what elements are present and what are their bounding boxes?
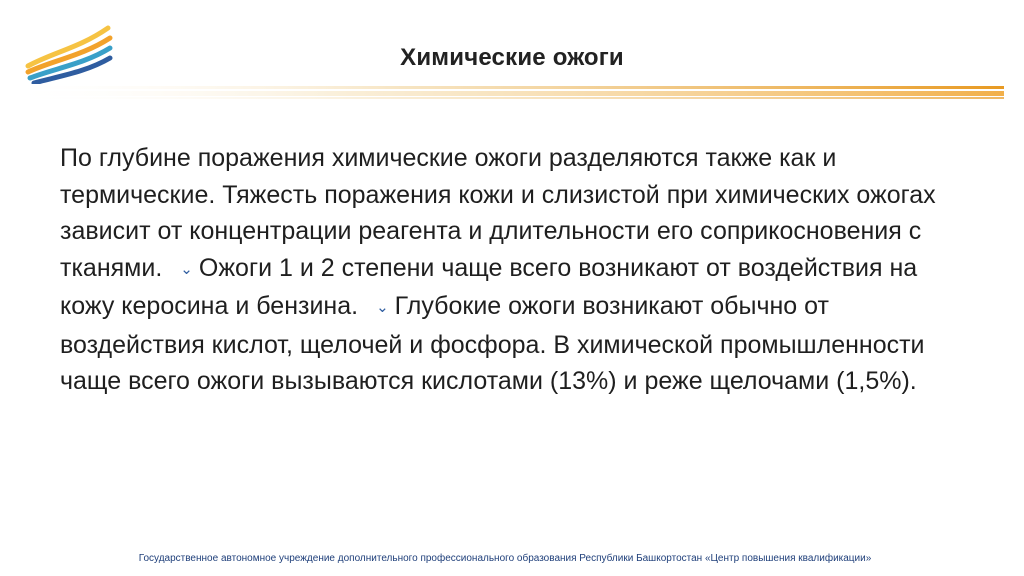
- check-bullet-icon: ⌄: [180, 260, 193, 278]
- footer-institution: Государственное автономное учреждение дополнительного профессионального образования Республики Башкортостан «Центр повышения квалификации»: [138, 553, 872, 564]
- paragraph-intro: По глубине поражения химические ожоги разделяются также как и термические. Тяжесть поражения кожи и слизистой при химических ожогах зависит от концентрации реагента и длительности его соприкосновения с тканями.: [60, 144, 936, 282]
- body-paragraph: [60, 140, 970, 400]
- paragraph-point-1: Ожоги 1 и 2 степени чаще всего возникают от воздействия на кожу керосина и бензина.: [60, 253, 918, 320]
- check-bullet-icon: ⌄: [376, 299, 389, 316]
- paragraph-point-2: Глубокие ожоги возникают обычно от воздействия кислот, щелочей и фосфора. В химической промышленности чаще всего ожоги вызываются кислотами (13%) и реже щелочами (1,5%).: [60, 292, 925, 395]
- slide-title: Химические ожоги: [400, 44, 624, 71]
- header-divider-band: [0, 84, 1004, 102]
